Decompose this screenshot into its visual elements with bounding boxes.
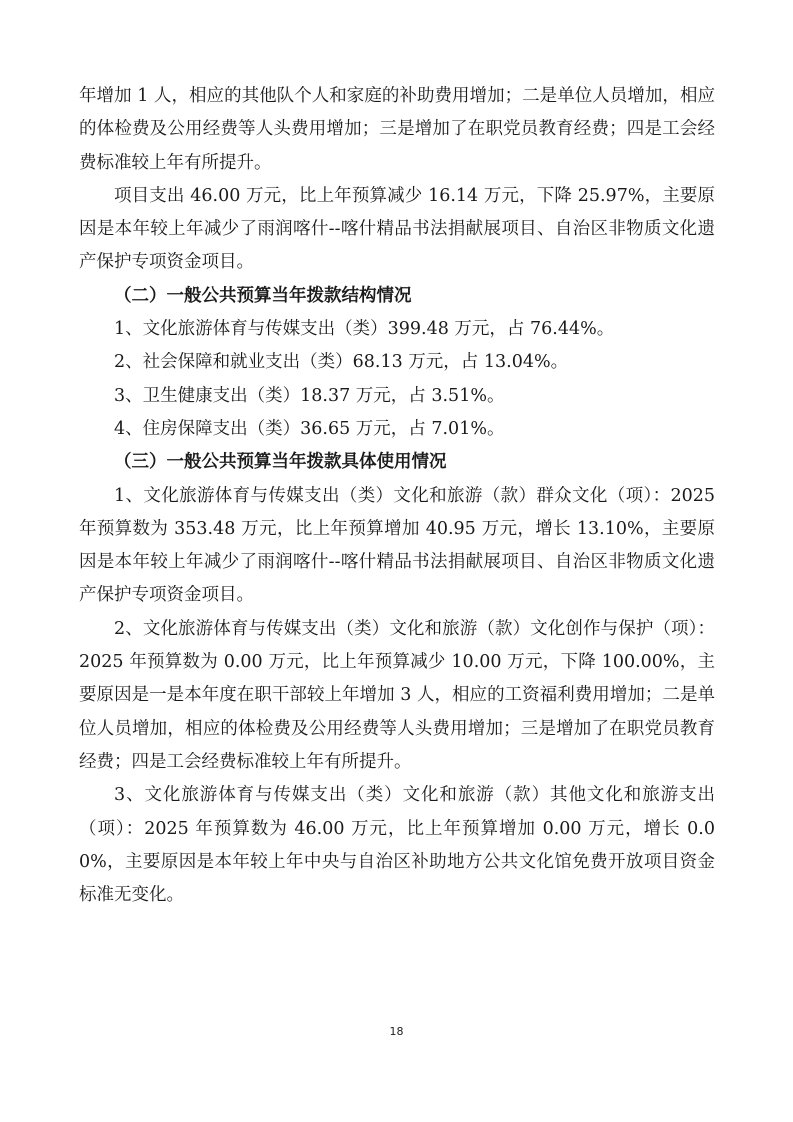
section-heading-allocation-usage: （三）一般公共预算当年拨款具体使用情况 [114, 452, 447, 473]
list-item-social-security: 2、社会保障和就业支出（类）68.13 万元，占 13.04%。 [114, 352, 569, 373]
paragraph-project-expenditure: 项目支出 46.00 万元，比上年预算减少 16.14 万元，下降 25.97%，主要原因是本年较上年减少了雨润喀什--喀什精品书法捐献展项目、自治区非物质文化遗产保护专项资金项目。 [79, 185, 715, 273]
usage-item-other-culture: 3、文化旅游体育与传媒支出（类）文化和旅游（款）其他文化和旅游支出（项）：2025 年预算数为 46.00 万元，比上年预算增加 0.00 万元，增长 0.00%，主要原因是本年较上年中央与自治区补助地方公共文化馆免费开放项目资金标准无变化。 [79, 785, 715, 906]
section-heading-allocation-structure: （二）一般公共预算当年拨款结构情况 [114, 285, 412, 306]
list-item-housing: 4、住房保障支出（类）36.65 万元，占 7.01%。 [114, 418, 505, 439]
usage-item-mass-culture: 1、文化旅游体育与传媒支出（类）文化和旅游（款）群众文化（项）：2025 年预算数为 353.48 万元，比上年预算增加 40.95 万元，增长 13.10%，主要原因是本年较上年减少了雨润喀什--喀什精品书法捐献展项目、自治区非物质文化遗产保护专项资金项目。 [79, 485, 715, 606]
usage-item-cultural-creation: 2、文化旅游体育与传媒支出（类）文化和旅游（款）文化创作与保护（项）：2025 年预算数为 0.00 万元，比上年预算减少 10.00 万元，下降 100.00%，主要原因是一是本年度在职干部较上年增加 3 人，相应的工资福利费用增加；二是单位人员增加，相应的体检费及公用经费等人头费用增加；三是增加了在职党员教育经费；四是工会经费标准较上年有所提升。 [79, 618, 715, 772]
list-item-culture-tourism: 1、文化旅游体育与传媒支出（类）399.48 万元，占 76.44%。 [114, 319, 615, 340]
list-item-health: 3、卫生健康支出（类）18.37 万元，占 3.51%。 [114, 385, 505, 406]
paragraph-continuation: 年增加 1 人，相应的其他队个人和家庭的补助费用增加；二是单位人员增加，相应的体检费及公用经费等人头费用增加；三是增加了在职党员教育经费；四是工会经费标准较上年有所提升。 [79, 86, 715, 173]
document-body [79, 80, 715, 912]
page-number: 18 [389, 1025, 404, 1038]
